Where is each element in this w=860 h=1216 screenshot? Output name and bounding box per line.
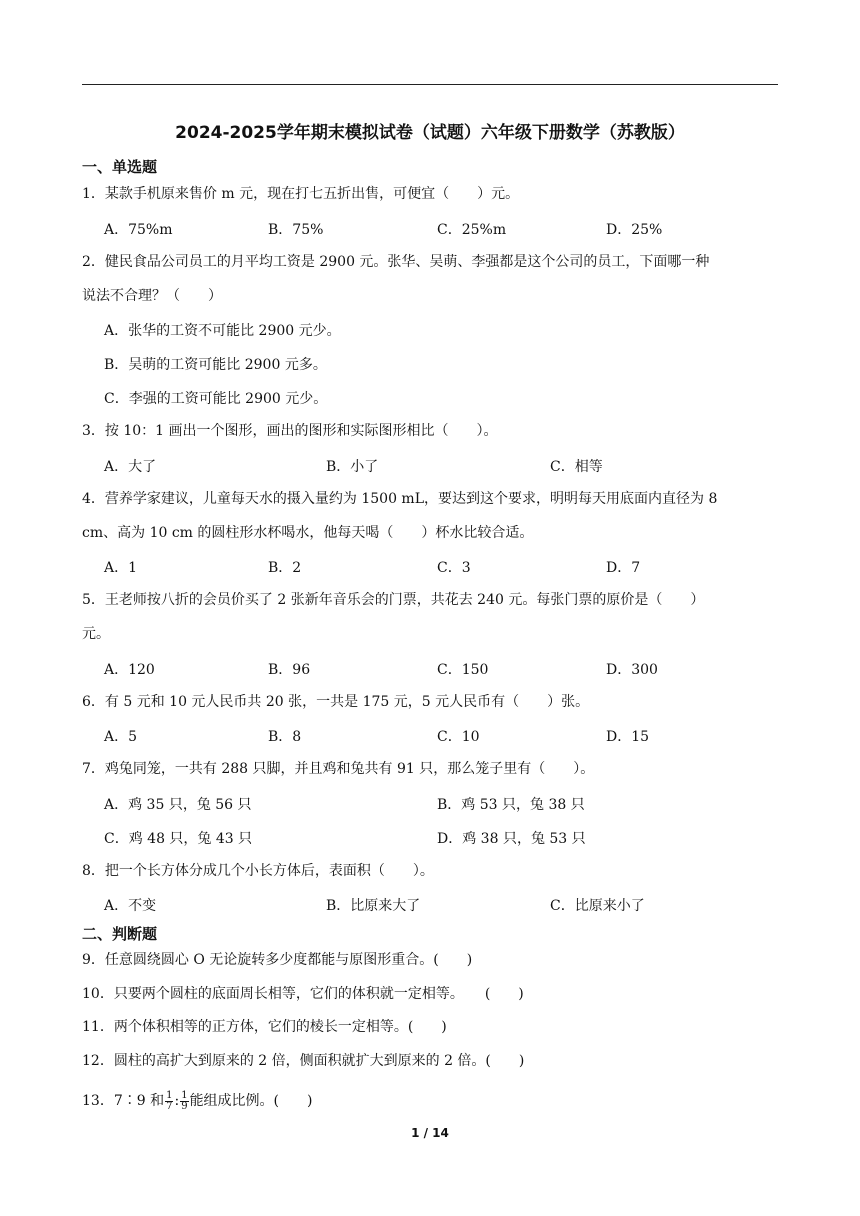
- question-4-line-2: cm、高为 10 cm 的圆柱形水杯喝水，他每天喝（ ）杯水比较合适。: [82, 525, 534, 541]
- question-9: 9．任意圆绕圆心 O 无论旋转多少度都能与原图形重合。( ): [82, 952, 473, 968]
- question-2-line-1: 2．健民食品公司员工的月平均工资是 2900 元。张华、吴萌、李强都是这个公司的员工，下面哪一种: [82, 254, 710, 270]
- option-c: C．3: [437, 560, 471, 576]
- option-b: B．2: [268, 560, 302, 576]
- question-8: 8．把一个长方体分成几个小长方体后，表面积（ ）。: [82, 863, 434, 879]
- question-7: 7．鸡兔同笼，一共有 288 只脚，并且鸡和兔共有 91 只，那么笼子里有（ ）。: [82, 761, 595, 777]
- option-b: B．96: [268, 662, 311, 678]
- question-10: 10．只要两个圆柱的底面周长相等，它们的体积就一定相等。 ( ): [82, 986, 524, 1002]
- option-d: D．15: [606, 729, 650, 745]
- question-12: 12．圆柱的高扩大到原来的 2 倍，侧面积就扩大到原来的 2 倍。( ): [82, 1053, 525, 1069]
- option-c: C．李强的工资可能比 2900 元少。: [104, 391, 328, 407]
- question-2-line-2: 说法不合理？（ ）: [82, 288, 222, 304]
- option-c: C．150: [437, 662, 489, 678]
- option-b: B．75%: [268, 222, 324, 238]
- option-a: A．张华的工资不可能比 2900 元少。: [104, 323, 341, 339]
- question-13: [82, 1084, 782, 1118]
- option-b: B．比原来大了: [326, 898, 421, 914]
- question-4-line-1: 4．营养学家建议，儿童每天水的摄入量约为 1500 mL，要达到这个要求，明明每天用底面内直径为 8: [82, 491, 718, 507]
- page-number: 1 / 14: [411, 1126, 449, 1140]
- section-heading-true-false: 二、判断题: [82, 925, 158, 943]
- option-a: A．不变: [104, 898, 157, 914]
- question-3: 3．按 10：1 画出一个图形，画出的图形和实际图形相比（ ）。: [82, 423, 498, 439]
- option-b: B．8: [268, 729, 302, 745]
- question-6: 6．有 5 元和 10 元人民币共 20 张，一共是 175 元，5 元人民币有（ ）张。: [82, 694, 590, 710]
- question-13-prefix: 13．7∶9 和: [82, 1093, 165, 1109]
- option-b: B．鸡 53 只，兔 38 只: [437, 797, 585, 813]
- option-a: A．75%m: [104, 222, 173, 238]
- option-d: D．7: [606, 560, 641, 576]
- option-b: B．小了: [326, 459, 379, 475]
- page-title: 2024-2025学年期末模拟试卷（试题）六年级下册数学（苏教版）: [175, 123, 685, 143]
- option-b: B．吴萌的工资可能比 2900 元多。: [104, 357, 327, 373]
- header-rule: [82, 84, 778, 85]
- option-a: A．鸡 35 只，兔 56 只: [104, 797, 252, 813]
- option-a: A．大了: [104, 459, 157, 475]
- option-c: C．25%m: [437, 222, 507, 238]
- option-c: C．10: [437, 729, 480, 745]
- option-d: D．鸡 38 只，兔 53 只: [437, 831, 586, 847]
- question-11: 11．两个体积相等的正方体，它们的棱长一定相等。( ): [82, 1019, 447, 1035]
- question-1: 1．某款手机原来售价 m 元，现在打七五折出售，可便宜（ ）元。: [82, 186, 520, 202]
- fraction-one-seventh: $\frac{1}{7}$: [166, 1089, 173, 1112]
- option-a: A．120: [104, 662, 155, 678]
- question-13-suffix: 能组成比例。( ): [189, 1093, 313, 1109]
- option-c: C．比原来小了: [550, 898, 645, 914]
- option-a: A．5: [104, 729, 138, 745]
- section-heading-single-choice: 一、单选题: [82, 158, 158, 176]
- option-d: D．300: [606, 662, 658, 678]
- question-5-line-1: 5．王老师按八折的会员价买了 2 张新年音乐会的门票，共花去 240 元。每张门票的原价是（ ）: [82, 592, 705, 608]
- question-5-line-2: 元。: [82, 626, 110, 642]
- option-d: D．25%: [606, 222, 663, 238]
- ratio-separator: :: [174, 1093, 180, 1109]
- option-a: A．1: [104, 560, 138, 576]
- fraction-one-ninth: $\frac{1}{9}$: [181, 1089, 188, 1112]
- option-c: C．鸡 48 只，兔 43 只: [104, 831, 253, 847]
- option-c: C．相等: [550, 459, 603, 475]
